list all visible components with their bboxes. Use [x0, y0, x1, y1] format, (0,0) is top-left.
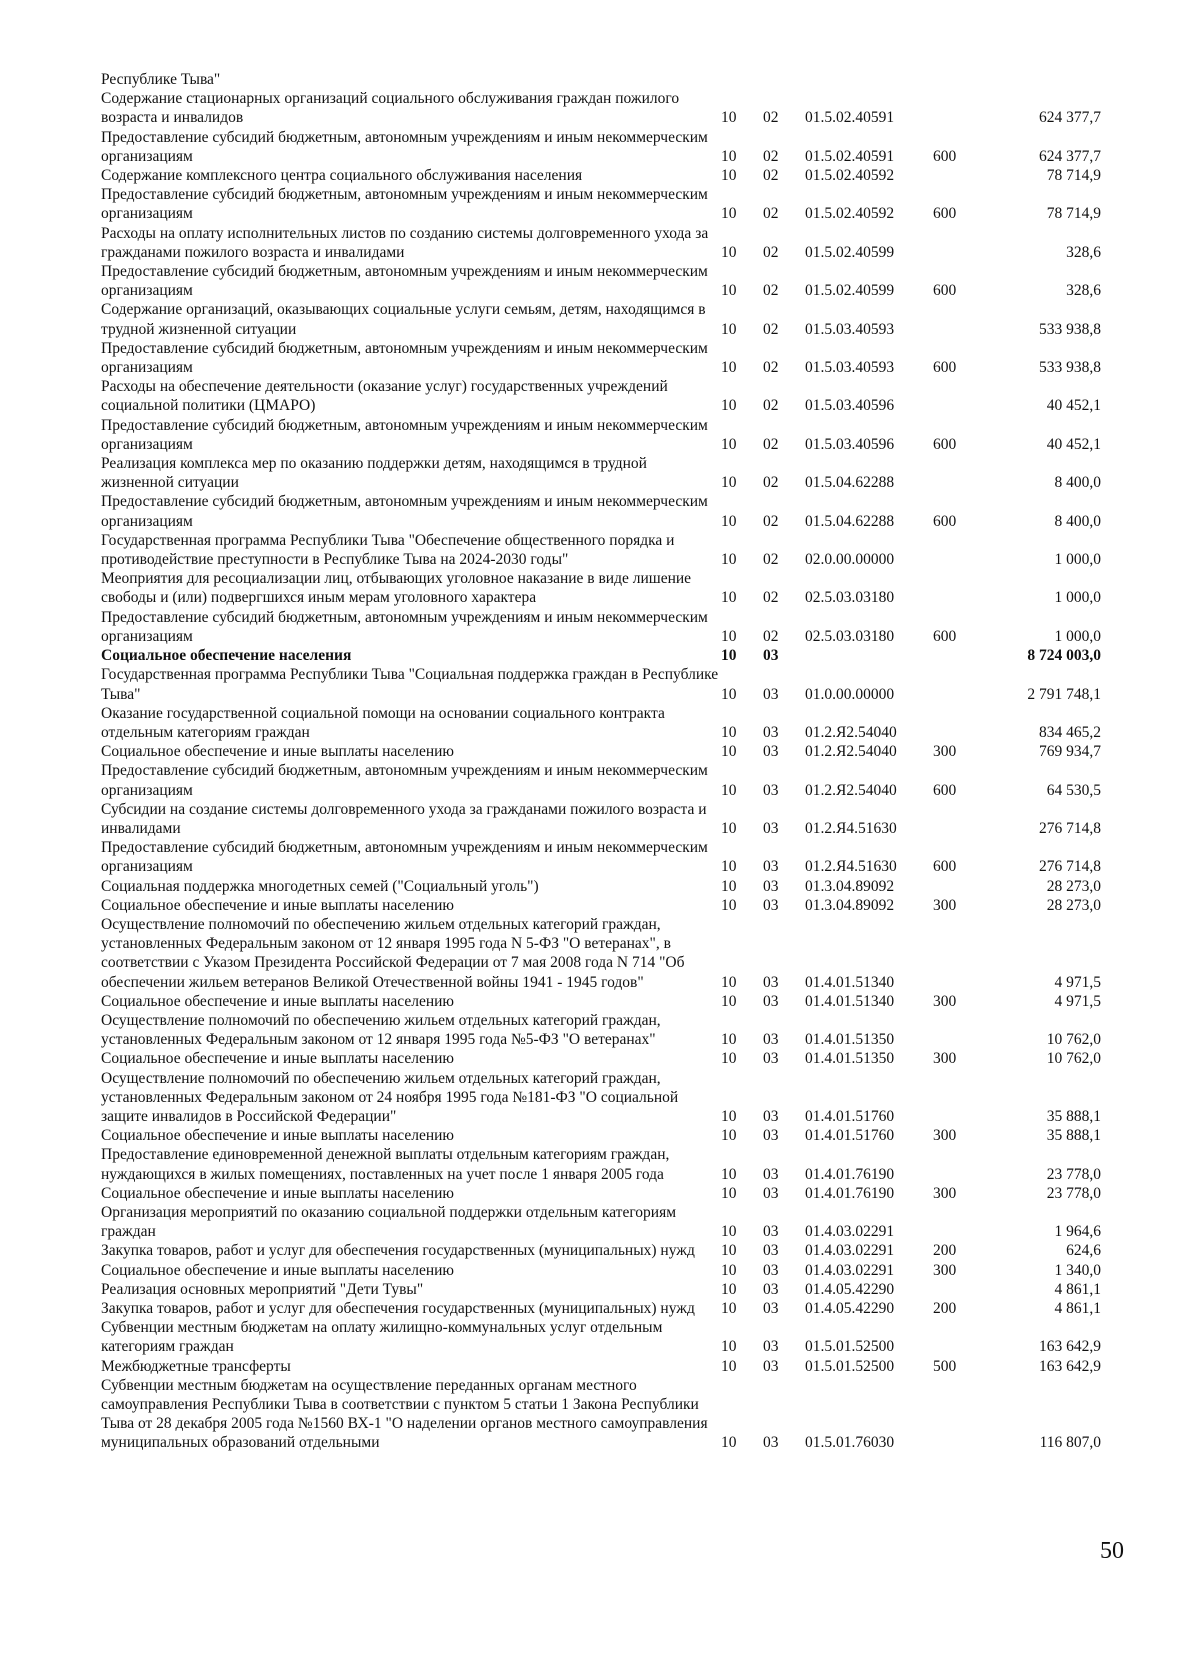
row-name: Государственная программа Республики Тыва "Обеспечение общественного порядка и противодействие преступности в Республике Тыва на 2024-2030 годы" — [101, 531, 675, 569]
row-amount: 1 000,0 — [1054, 589, 1101, 607]
table-row — [101, 1203, 1101, 1241]
table-row — [101, 1261, 1101, 1280]
row-amount: 163 642,9 — [1039, 1338, 1101, 1356]
row-subsection-code: 02 — [763, 627, 779, 645]
row-name: Социальная поддержка многодетных семей ("Социальный уголь") — [101, 877, 539, 895]
row-amount: 40 452,1 — [1046, 435, 1101, 453]
row-section-code: 10 — [721, 1242, 737, 1260]
table-row — [101, 416, 1101, 454]
table-row — [101, 665, 1101, 703]
row-section-code: 10 — [721, 992, 737, 1010]
row-target-article: 01.2.Я2.54040 — [805, 723, 897, 741]
row-subsection-code: 02 — [763, 474, 779, 492]
row-target-article: 01.4.01.76190 — [805, 1184, 895, 1202]
row-target-article: 01.4.03.02291 — [805, 1261, 895, 1279]
row-section-code: 10 — [721, 896, 737, 914]
row-amount: 8 724 003,0 — [1027, 647, 1101, 665]
table-row — [101, 646, 1101, 665]
row-section-code: 10 — [721, 1338, 737, 1356]
row-target-article: 01.2.Я2.54040 — [805, 781, 897, 799]
row-section-code: 10 — [721, 282, 737, 300]
row-section-code: 10 — [721, 147, 737, 165]
row-section-code: 10 — [721, 1300, 737, 1317]
row-expense-type — [933, 224, 989, 262]
row-name: Предоставление субсидий бюджетным, автономным учреждениям и иным некоммерческим организациям — [101, 339, 708, 377]
row-expense-type — [933, 1318, 989, 1356]
row-section-code: 10 — [721, 647, 737, 665]
row-expense-type: 600 — [933, 359, 957, 377]
row-subsection-code: 03 — [763, 1338, 779, 1356]
row-subsection-code: 02 — [763, 282, 779, 300]
row-section-code: 10 — [721, 743, 737, 761]
table-row — [101, 1011, 1101, 1049]
table-row — [101, 224, 1101, 262]
row-amount: 23 778,0 — [1046, 1165, 1101, 1183]
row-subsection-code: 03 — [763, 1165, 779, 1183]
row-name: Социальное обеспечение и иные выплаты населению — [101, 1050, 455, 1068]
row-expense-type — [933, 377, 989, 415]
row-amount: 8 400,0 — [1054, 512, 1101, 530]
row-amount: 328,6 — [1066, 243, 1101, 261]
budget-table-body — [101, 70, 1101, 1453]
row-expense-type — [933, 1203, 989, 1241]
row-amount: 1 964,6 — [1054, 1223, 1101, 1241]
row-expense-type — [933, 1280, 989, 1299]
table-row — [101, 1280, 1101, 1299]
row-amount: 23 778,0 — [1046, 1184, 1101, 1202]
table-row — [101, 915, 1101, 992]
row-section-code: 10 — [721, 1031, 737, 1049]
row-name: Предоставление субсидий бюджетным, автономным учреждениям и иным некоммерческим организациям — [101, 186, 708, 223]
row-amount: 769 934,7 — [1039, 743, 1101, 761]
row-amount: 78 714,9 — [1046, 167, 1101, 185]
row-section-code: 10 — [721, 877, 737, 895]
row-section-code: 10 — [721, 205, 737, 223]
row-expense-type — [933, 646, 989, 665]
row-section-code: 10 — [721, 320, 737, 338]
row-subsection-code: 02 — [763, 512, 779, 530]
row-subsection-code: 02 — [763, 167, 779, 185]
row-amount: 4 971,5 — [1054, 992, 1101, 1010]
row-subsection-code: 03 — [763, 1300, 779, 1317]
row-subsection-code: 03 — [763, 877, 779, 895]
row-name: Расходы на обеспечение деятельности (оказание услуг) государственных учреждений социальной политики (ЦМАРО) — [101, 378, 668, 415]
row-target-article: 01.4.05.42290 — [805, 1280, 895, 1298]
row-amount: 624 377,7 — [1039, 109, 1101, 127]
table-row — [101, 1357, 1101, 1376]
table-row — [101, 1049, 1101, 1068]
row-amount: 4 861,1 — [1054, 1300, 1101, 1317]
row-target-article: 01.5.03.40593 — [805, 320, 895, 338]
row-target-article: 01.5.02.40591 — [805, 147, 895, 165]
row-name: Субвенции местным бюджетам на оплату жилищно-коммунальных услуг отдельным категориям граждан — [101, 1319, 663, 1356]
row-subsection-code: 03 — [763, 1184, 779, 1202]
row-name: Предоставление субсидий бюджетным, автономным учреждениям и иным некоммерческим организациям — [101, 839, 708, 876]
row-expense-type: 300 — [933, 896, 957, 914]
row-amount: 624 377,7 — [1039, 147, 1101, 165]
row-expense-type: 600 — [933, 435, 957, 453]
row-section-code: 10 — [721, 819, 737, 837]
row-section-code: 10 — [721, 109, 737, 127]
row-amount: 1 000,0 — [1054, 627, 1101, 645]
row-subsection-code: 03 — [763, 1127, 779, 1145]
table-row — [101, 569, 1101, 607]
row-name: Содержание организаций, оказывающих социальные услуги семьям, детям, находящимся в трудной жизненной ситуации — [101, 301, 706, 338]
row-expense-type — [933, 800, 989, 838]
row-subsection-code: 02 — [763, 551, 779, 569]
row-subsection-code: 03 — [763, 1107, 779, 1125]
row-subsection-code: 02 — [763, 147, 779, 165]
row-subsection-code: 03 — [763, 685, 779, 703]
table-row — [101, 1376, 1101, 1453]
row-subsection-code: 03 — [763, 743, 779, 761]
row-expense-type: 600 — [933, 627, 957, 645]
row-subsection-code: 03 — [763, 647, 779, 665]
row-amount: 10 762,0 — [1046, 1031, 1101, 1049]
table-row — [101, 339, 1101, 377]
row-expense-type — [933, 915, 989, 992]
row-amount: 35 888,1 — [1046, 1107, 1101, 1125]
row-expense-type: 300 — [933, 1050, 957, 1068]
row-target-article: 01.4.01.51760 — [805, 1127, 895, 1145]
row-expense-type — [933, 704, 989, 742]
row-target-article: 01.3.04.89092 — [805, 877, 895, 895]
row-section-code — [721, 70, 763, 89]
row-section-code: 10 — [721, 1280, 737, 1298]
row-subsection-code: 03 — [763, 1050, 779, 1068]
row-expense-type — [933, 1011, 989, 1049]
table-row — [101, 377, 1101, 415]
table-row — [101, 492, 1101, 530]
row-target-article: 01.4.03.02291 — [805, 1242, 895, 1260]
row-target-article: 01.0.00.00000 — [805, 685, 895, 703]
table-row — [101, 262, 1101, 300]
table-row — [101, 877, 1101, 896]
row-name: Субвенции местным бюджетам на осуществление переданных органам местного самоуправления Республики Тыва в соответствии с пунктом 5 статьи 1 Закона Республики Тыва от 28 декабря 2005 года №1560 ВХ-1 "О наделении органов местного самоуправления муниципальных образований отдельными — [101, 1376, 708, 1452]
row-subsection-code: 03 — [763, 1357, 779, 1375]
row-amount: 276 714,8 — [1039, 819, 1101, 837]
row-name: Осуществление полномочий по обеспечению жильем отдельных категорий граждан, установленных Федеральным законом от 12 января 1995 года N 5-ФЗ "О ветеранах", в соответствии с Указом Президента Российской Федерации от 7 мая 2008 года N 714 "Об обеспечении жильем ветеранов Великой Отечественной войны 1941 - 1945 годов" — [101, 915, 685, 991]
row-target-article: 01.5.01.52500 — [805, 1338, 895, 1356]
row-name: Организация мероприятий по оказанию социальной поддержки отдельным категориям граждан — [101, 1203, 677, 1241]
row-expense-type — [933, 1145, 989, 1183]
row-expense-type: 600 — [933, 205, 957, 223]
row-section-code: 10 — [721, 1127, 737, 1145]
row-amount: 834 465,2 — [1039, 723, 1101, 741]
row-expense-type: 300 — [933, 743, 957, 761]
row-expense-type — [933, 166, 989, 185]
row-name: Реализация основных мероприятий "Дети Тувы" — [101, 1280, 424, 1298]
row-expense-type: 200 — [933, 1300, 957, 1317]
row-name: Социальное обеспечение и иные выплаты населению — [101, 743, 455, 761]
row-name: Республике Тыва" — [101, 71, 221, 88]
row-subsection-code: 02 — [763, 397, 779, 415]
table-row — [101, 704, 1101, 742]
row-expense-type: 300 — [933, 1261, 957, 1279]
row-expense-type: 200 — [933, 1242, 957, 1260]
row-target-article: 02.0.00.00000 — [805, 551, 895, 569]
row-section-code: 10 — [721, 589, 737, 607]
row-name: Закупка товаров, работ и услуг для обеспечения государственных (муниципальных) нужд — [101, 1242, 695, 1260]
row-amount: 533 938,8 — [1039, 320, 1101, 338]
row-target-article: 01.5.03.40593 — [805, 359, 895, 377]
table-row — [101, 742, 1101, 761]
row-expense-type — [933, 454, 989, 492]
row-subsection-code: 03 — [763, 781, 779, 799]
row-subsection-code: 02 — [763, 109, 779, 127]
row-amount: 64 530,5 — [1046, 781, 1101, 799]
row-amount: 1 000,0 — [1054, 551, 1101, 569]
row-target-article: 01.2.Я4.51630 — [805, 858, 897, 876]
row-subsection-code: 02 — [763, 589, 779, 607]
row-name: Предоставление субсидий бюджетным, автономным учреждениям и иным некоммерческим организациям — [101, 762, 708, 799]
row-section-code: 10 — [721, 512, 737, 530]
row-name: Содержание комплексного центра социального обслуживания населения — [101, 167, 583, 185]
row-section-code: 10 — [721, 1261, 737, 1279]
row-subsection-code: 03 — [763, 858, 779, 876]
row-target-article: 01.5.04.62288 — [805, 474, 895, 492]
row-name: Расходы на оплату исполнительных листов по созданию системы долговременного ухода за гражданами пожилого возраста и инвалидами — [101, 224, 709, 261]
row-section-code: 10 — [721, 1434, 737, 1452]
row-expense-type: 500 — [933, 1357, 957, 1375]
table-row — [101, 454, 1101, 492]
budget-table — [101, 70, 1101, 1453]
row-amount: 4 971,5 — [1054, 973, 1101, 991]
row-target-article: 01.2.Я4.51630 — [805, 819, 897, 837]
table-row — [101, 300, 1101, 338]
row-name: Социальное обеспечение населения — [101, 647, 352, 665]
row-section-code: 10 — [721, 1050, 737, 1068]
table-row — [101, 531, 1101, 569]
row-expense-type — [933, 1069, 989, 1127]
row-target-article: 01.4.01.51350 — [805, 1050, 895, 1068]
row-amount: 276 714,8 — [1039, 858, 1101, 876]
row-name: Осуществление полномочий по обеспечению жильем отдельных категорий граждан, установленных Федеральным законом от 24 ноября 1995 года №181-ФЗ "О социальной защите инвалидов в Российской Федерации" — [101, 1069, 679, 1125]
row-subsection-code: 02 — [763, 243, 779, 261]
row-amount: 163 642,9 — [1039, 1357, 1101, 1375]
row-target-article — [805, 646, 933, 665]
row-section-code: 10 — [721, 1165, 737, 1183]
row-amount: 328,6 — [1066, 282, 1101, 300]
row-name: Межбюджетные трансферты — [101, 1357, 291, 1375]
row-name: Социальное обеспечение и иные выплаты населению — [101, 1261, 455, 1279]
row-name: Содержание стационарных организаций социального обслуживания граждан пожилого возраста и инвалидов — [101, 90, 680, 127]
row-amount: 624,6 — [1066, 1242, 1101, 1260]
row-section-code: 10 — [721, 858, 737, 876]
row-subsection-code: 03 — [763, 1031, 779, 1049]
row-expense-type — [933, 531, 989, 569]
table-row — [101, 128, 1101, 166]
table-row — [101, 70, 1101, 89]
row-expense-type: 600 — [933, 282, 957, 300]
row-amount: 28 273,0 — [1046, 896, 1101, 914]
table-row — [101, 89, 1101, 127]
row-section-code: 10 — [721, 781, 737, 799]
row-subsection-code: 03 — [763, 723, 779, 741]
row-section-code: 10 — [721, 1357, 737, 1375]
row-target-article: 01.4.01.51340 — [805, 973, 895, 991]
row-target-article: 02.5.03.03180 — [805, 589, 895, 607]
row-expense-type — [933, 300, 989, 338]
row-name: Предоставление субсидий бюджетным, автономным учреждениям и иным некоммерческим организациям — [101, 608, 708, 645]
page-number: 50 — [1100, 1538, 1124, 1564]
row-amount: 1 340,0 — [1054, 1261, 1101, 1279]
row-expense-type — [933, 569, 989, 607]
row-name: Предоставление единовременной денежной выплаты отдельным категориям граждан, нуждающихся в жилых помещениях, поставленных на учет после 1 января 2005 года — [101, 1146, 670, 1183]
row-target-article: 01.5.02.40591 — [805, 109, 895, 127]
table-row — [101, 608, 1101, 646]
row-target-article: 01.4.01.51350 — [805, 1031, 895, 1049]
row-subsection-code: 02 — [763, 435, 779, 453]
row-section-code: 10 — [721, 1184, 737, 1202]
row-target-article: 01.4.01.51340 — [805, 992, 895, 1010]
table-row — [101, 1299, 1101, 1318]
table-row — [101, 761, 1101, 799]
row-section-code: 10 — [721, 167, 737, 185]
row-section-code: 10 — [721, 627, 737, 645]
row-name: Оказание государственной социальной помощи на основании социального контракта отдельным категориям граждан — [101, 704, 665, 741]
table-row — [101, 1241, 1101, 1260]
row-amount: 35 888,1 — [1046, 1127, 1101, 1145]
row-amount: 28 273,0 — [1046, 877, 1101, 895]
row-name: Предоставление субсидий бюджетным, автономным учреждениям и иным некоммерческим организациям — [101, 263, 708, 300]
row-name: Закупка товаров, работ и услуг для обеспечения государственных (муниципальных) нужд — [101, 1300, 695, 1317]
row-amount: 116 807,0 — [1039, 1434, 1101, 1452]
row-subsection-code — [763, 70, 805, 89]
row-subsection-code: 03 — [763, 1280, 779, 1298]
row-expense-type: 600 — [933, 147, 957, 165]
row-section-code: 10 — [721, 551, 737, 569]
row-amount: 10 762,0 — [1046, 1050, 1101, 1068]
row-target-article — [805, 70, 933, 89]
table-row — [101, 838, 1101, 876]
table-row — [101, 1069, 1101, 1127]
row-expense-type — [933, 1376, 989, 1453]
row-expense-type — [933, 665, 989, 703]
row-target-article: 01.5.03.40596 — [805, 435, 895, 453]
table-row — [101, 992, 1101, 1011]
row-subsection-code: 03 — [763, 1434, 779, 1452]
row-name: Социальное обеспечение и иные выплаты населению — [101, 1184, 455, 1202]
row-name: Реализация комплекса мер по оказанию поддержки детям, находящимся в трудной жизненной ситуации — [101, 455, 647, 492]
row-expense-type — [933, 89, 989, 127]
row-name: Предоставление субсидий бюджетным, автономным учреждениям и иным некоммерческим организациям — [101, 493, 708, 530]
row-name: Осуществление полномочий по обеспечению жильем отдельных категорий граждан, установленных Федеральным законом от 12 января 1995 года №5-ФЗ "О ветеранах" — [101, 1011, 661, 1049]
row-subsection-code: 03 — [763, 896, 779, 914]
row-section-code: 10 — [721, 359, 737, 377]
row-expense-type: 600 — [933, 512, 957, 530]
row-amount: 533 938,8 — [1039, 359, 1101, 377]
row-expense-type: 300 — [933, 1184, 957, 1202]
row-target-article: 01.5.03.40596 — [805, 397, 895, 415]
table-row — [101, 166, 1101, 185]
table-row — [101, 1145, 1101, 1183]
row-name: Государственная программа Республики Тыва "Социальная поддержка граждан в Республике Тыва" — [101, 666, 719, 703]
row-name: Субсидии на создание системы долговременного ухода за гражданами пожилого возраста и инвалидами — [101, 800, 707, 837]
row-expense-type: 300 — [933, 992, 957, 1010]
row-subsection-code: 02 — [763, 205, 779, 223]
table-row — [101, 1126, 1101, 1145]
row-target-article: 01.2.Я2.54040 — [805, 743, 897, 761]
row-amount — [989, 70, 1101, 89]
row-target-article: 01.5.04.62288 — [805, 512, 895, 530]
row-target-article: 02.5.03.03180 — [805, 627, 895, 645]
row-name: Меоприятия для ресоциализации лиц, отбывающих уголовное наказание в виде лишение свободы и (или) подвергшихся иным мерам уголовного характера — [101, 570, 692, 607]
table-row — [101, 1318, 1101, 1356]
row-section-code: 10 — [721, 685, 737, 703]
row-expense-type: 300 — [933, 1127, 957, 1145]
table-row — [101, 800, 1101, 838]
row-amount: 8 400,0 — [1054, 474, 1101, 492]
row-amount: 2 791 748,1 — [1027, 685, 1101, 703]
row-section-code: 10 — [721, 243, 737, 261]
row-section-code: 10 — [721, 474, 737, 492]
row-subsection-code: 02 — [763, 320, 779, 338]
row-amount: 40 452,1 — [1046, 397, 1101, 415]
table-row — [101, 1184, 1101, 1203]
table-row — [101, 185, 1101, 223]
row-target-article: 01.5.02.40599 — [805, 282, 895, 300]
table-row — [101, 896, 1101, 915]
row-section-code: 10 — [721, 1223, 737, 1241]
row-expense-type — [933, 877, 989, 896]
row-subsection-code: 02 — [763, 359, 779, 377]
row-subsection-code: 03 — [763, 819, 779, 837]
row-target-article: 01.4.01.51760 — [805, 1107, 895, 1125]
row-target-article: 01.5.01.52500 — [805, 1357, 895, 1375]
row-name: Предоставление субсидий бюджетным, автономным учреждениям и иным некоммерческим организациям — [101, 416, 708, 453]
row-subsection-code: 03 — [763, 973, 779, 991]
row-target-article: 01.3.04.89092 — [805, 896, 895, 914]
row-subsection-code: 03 — [763, 1242, 779, 1260]
row-subsection-code: 03 — [763, 1223, 779, 1241]
row-name: Социальное обеспечение и иные выплаты населению — [101, 992, 455, 1010]
row-target-article: 01.4.05.42290 — [805, 1300, 895, 1317]
row-target-article: 01.5.02.40599 — [805, 243, 895, 261]
row-expense-type: 600 — [933, 858, 957, 876]
row-section-code: 10 — [721, 1107, 737, 1125]
row-target-article: 01.5.02.40592 — [805, 205, 895, 223]
row-amount: 78 714,9 — [1046, 205, 1101, 223]
row-section-code: 10 — [721, 973, 737, 991]
row-subsection-code: 03 — [763, 1261, 779, 1279]
row-name: Социальное обеспечение и иные выплаты населению — [101, 896, 455, 914]
row-expense-type: 600 — [933, 781, 957, 799]
row-section-code: 10 — [721, 435, 737, 453]
row-name: Социальное обеспечение и иные выплаты населению — [101, 1127, 455, 1145]
row-subsection-code: 03 — [763, 992, 779, 1010]
row-expense-type — [933, 70, 989, 89]
row-target-article: 01.5.01.76030 — [805, 1434, 895, 1452]
row-amount: 4 861,1 — [1054, 1280, 1101, 1298]
row-target-article: 01.4.01.76190 — [805, 1165, 895, 1183]
row-target-article: 01.5.02.40592 — [805, 167, 895, 185]
row-section-code: 10 — [721, 723, 737, 741]
row-section-code: 10 — [721, 397, 737, 415]
row-target-article: 01.4.03.02291 — [805, 1223, 895, 1241]
row-name: Предоставление субсидий бюджетным, автономным учреждениям и иным некоммерческим организациям — [101, 128, 708, 165]
